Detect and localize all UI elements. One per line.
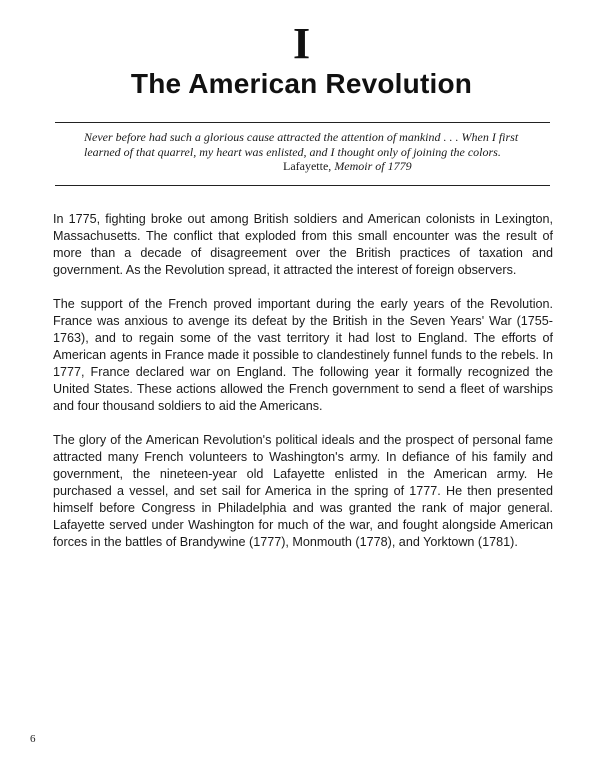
epigraph-quote: Never before had such a glorious cause attracted the attention of mankind . . . When I first learned of that quarrel, my heart was enlisted, and I thought only of joining the colors. [84, 130, 519, 159]
chapter-numeral: I [292, 19, 311, 68]
paragraph: The support of the French proved important during the early years of the Revolution. France was anxious to avenge its defeat by the British in the Seven Years' War (1755-1763), and to regain some of the vast territory it had lost to England. The efforts of American agents in France made it possible to clandestinely funnel funds to the rebels. In 1777, France declared war on England. The following year it formally recognized the United States. These actions allowed the French government to send a fleet of warships and four thousand soldiers to aid the Americans. [53, 297, 553, 413]
epigraph-source: Memoir of 1779 [334, 159, 412, 173]
epigraph [84, 130, 544, 174]
epigraph-author: Lafayette, [283, 159, 335, 173]
epigraph-top-rule [55, 122, 550, 123]
body-text [53, 211, 553, 568]
epigraph-bottom-rule [55, 185, 550, 186]
epigraph-attribution [84, 159, 544, 174]
chapter-title: The American Revolution [130, 68, 473, 99]
page-number: 6 [30, 733, 36, 745]
paragraph: The glory of the American Revolution's political ideals and the prospect of personal fame attracted many French volunteers to Washington's army. In defiance of his family and government, the nineteen-year old Lafayette enlisted in the American army. He purchased a vessel, and set sail for America in the spring of 1777. He then presented himself before Congress in Philadelphia and was granted the rank of major general. Lafayette served under Washington for much of the war, and fought alongside American forces in the battles of Brandywine (1777), Monmouth (1778), and Yorktown (1781). [53, 433, 553, 549]
paragraph: In 1775, fighting broke out among British soldiers and American colonists in Lexington, Massachusetts. The conflict that exploded from this small encounter was the result of more than a decade of disagreement over the British practices of taxation and government. As the Revolution spread, it attracted the interest of foreign observers. [53, 212, 553, 277]
